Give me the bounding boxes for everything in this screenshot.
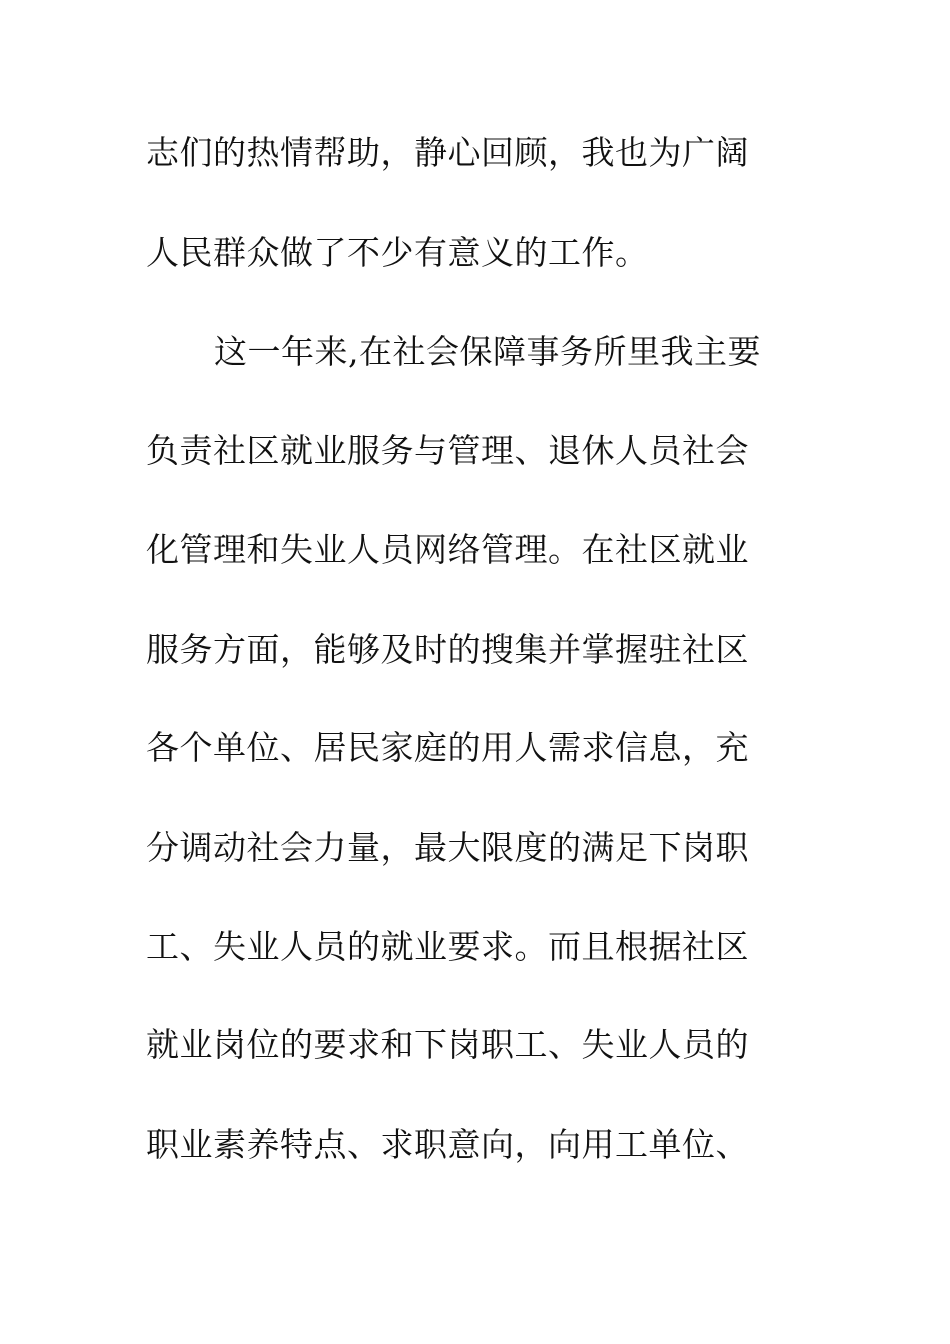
text-line: 服务方面，能够及时的搜集并掌握驻社区 [146,630,749,669]
text-line: 负责社区就业服务与管理、退休人员社会 [146,431,749,470]
text-line: 志们的热情帮助，静心回顾，我也为广阔 [146,133,749,172]
text-line: 各个单位、居民家庭的用人需求信息，充 [146,728,749,767]
text-line: 就业岗位的要求和下岗职工、失业人员的 [146,1025,749,1064]
text-line: 职业素养特点、求职意向，向用工单位、 [146,1125,749,1164]
text-line: 分调动社会力量，最大限度的满足下岗职 [146,828,749,867]
text-line: 工、失业人员的就业要求。而且根据社区 [146,927,749,966]
paragraph-first-line: 这一年来,在社会保障事务所里我主要 [214,332,761,371]
text-line: 人民群众做了不少有意义的工作。 [146,233,649,272]
text-line: 化管理和失业人员网络管理。在社区就业 [146,530,749,569]
